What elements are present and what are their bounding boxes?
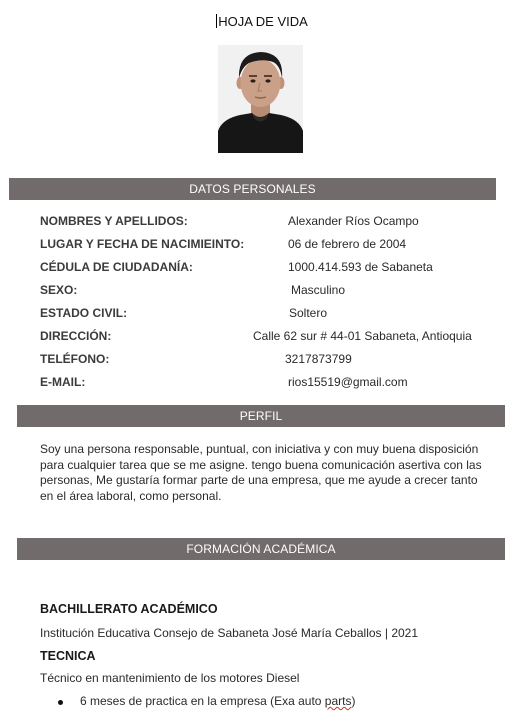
education-bachillerato-title: BACHILLERATO ACADÉMICO bbox=[40, 602, 218, 616]
label-estado-civil: ESTADO CIVIL: bbox=[40, 306, 128, 320]
title-text: HOJA DE VIDA bbox=[218, 14, 308, 29]
education-tecnica-title: TECNICA bbox=[40, 649, 96, 663]
education-practice-item bbox=[80, 694, 355, 708]
practice-text: 6 meses de practica en la empresa (Exa auto bbox=[80, 694, 325, 708]
profile-text: Soy una persona responsable, puntual, con iniciativa y con muy buena disposición para cualquier tarea que se me asigne. tengo buena comunicación asertiva con las personas, Me gustaría formar parte de una empresa, que me ayude a crecer tanto en el área laboral, como personal. bbox=[40, 442, 482, 503]
bullet-icon bbox=[58, 700, 63, 705]
section-header-profile: PERFIL bbox=[17, 405, 505, 427]
value-email: rios15519@gmail.com bbox=[288, 375, 408, 389]
label-email: E-MAIL: bbox=[40, 375, 86, 389]
label-telefono: TELÉFONO: bbox=[40, 352, 110, 366]
profile-photo bbox=[218, 45, 303, 153]
value-direccion: Calle 62 sur # 44-01 Sabaneta, Antioquia bbox=[253, 329, 472, 343]
spellcheck-flagged-word: parts bbox=[324, 694, 352, 708]
section-header-personal: DATOS PERSONALES bbox=[9, 178, 496, 200]
value-estado-civil: Soltero bbox=[289, 306, 328, 320]
education-bachillerato-text: Institución Educativa Consejo de Sabaneta José María Ceballos | 2021 bbox=[40, 626, 419, 640]
label-sexo: SEXO: bbox=[40, 283, 78, 297]
value-nombres: Alexander Ríos Ocampo bbox=[288, 214, 419, 228]
section-header-education: FORMACIÓN ACADÉMICA bbox=[17, 538, 505, 560]
education-tecnica-text: Técnico en mantenimiento de los motores Diesel bbox=[40, 671, 300, 685]
value-cedula: 1000.414.593 de Sabaneta bbox=[288, 260, 433, 274]
label-nacimiento: LUGAR Y FECHA DE NACIMIEINTO: bbox=[40, 237, 245, 251]
value-nacimiento: 06 de febrero de 2004 bbox=[288, 237, 407, 251]
value-telefono: 3217873799 bbox=[285, 352, 352, 366]
label-nombres: NOMBRES Y APELLIDOS: bbox=[40, 214, 188, 228]
document-title bbox=[0, 14, 524, 29]
person-photo-icon bbox=[218, 45, 303, 153]
practice-text-end: ) bbox=[351, 694, 356, 708]
label-cedula: CÉDULA DE CIUDADANÍA: bbox=[40, 260, 193, 274]
label-direccion: DIRECCIÓN: bbox=[40, 329, 112, 343]
value-sexo: Masculino bbox=[291, 283, 346, 297]
